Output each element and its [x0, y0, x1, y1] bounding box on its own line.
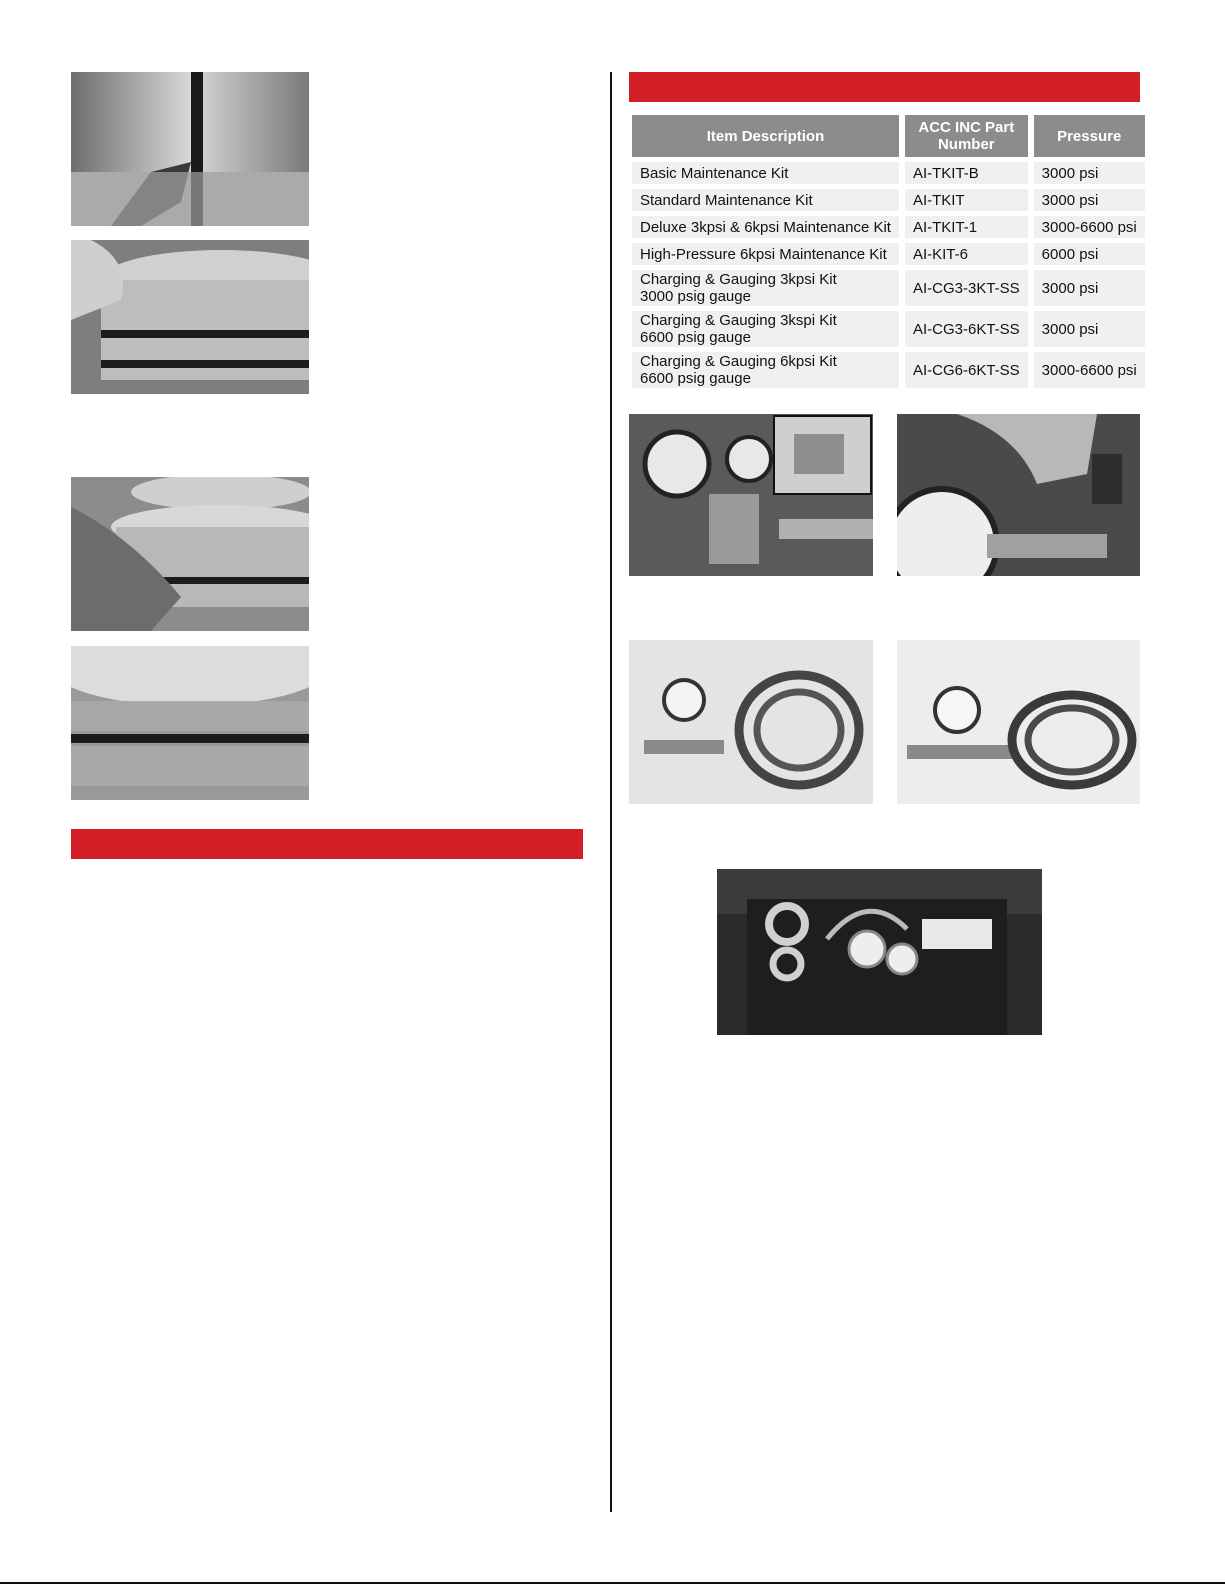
row-description-line1: Charging & Gauging 3kpsi Kit	[640, 271, 837, 288]
row-description	[632, 311, 899, 347]
gauging-valve-photo	[897, 414, 1140, 576]
row-part-number: AI-TKIT	[905, 189, 1028, 211]
header-pressure: Pressure	[1034, 115, 1145, 157]
row-description: Deluxe 3kpsi & 6kpsi Maintenance Kit	[632, 216, 899, 238]
table-row	[632, 243, 1145, 265]
right-section-header-bar	[629, 72, 1140, 102]
row-description-line2: 3000 psig gauge	[640, 288, 751, 305]
row-description-line1: Charging & Gauging 6kpsi Kit	[640, 353, 837, 370]
header-item-description: Item Description	[632, 115, 899, 157]
row-pressure: 3000 psi	[1034, 270, 1145, 306]
row-part-number: AI-KIT-6	[905, 243, 1028, 265]
row-pressure: 3000 psi	[1034, 162, 1145, 184]
header-part-number-line1: ACC INC Part	[918, 119, 1015, 136]
row-pressure: 3000-6600 psi	[1034, 216, 1145, 238]
piston-wear-band-photo	[71, 646, 309, 800]
header-part-number	[905, 115, 1028, 157]
table-header-row	[632, 115, 1145, 157]
row-part-number: AI-TKIT-1	[905, 216, 1028, 238]
row-part-number: AI-CG3-6KT-SS	[905, 311, 1028, 347]
gauging-assembly-hose-photo	[897, 640, 1140, 804]
row-pressure: 6000 psi	[1034, 243, 1145, 265]
row-part-number: AI-TKIT-B	[905, 162, 1028, 184]
row-description: Basic Maintenance Kit	[632, 162, 899, 184]
row-part-number: AI-CG3-3KT-SS	[905, 270, 1028, 306]
kits-table	[626, 110, 1151, 393]
row-description-line2: 6600 psig gauge	[640, 370, 751, 387]
page-bottom-rule	[0, 1582, 1225, 1584]
row-description	[632, 352, 899, 388]
row-description	[632, 270, 899, 306]
table-row	[632, 189, 1145, 211]
row-description-line2: 6600 psig gauge	[640, 329, 751, 346]
row-pressure: 3000 psi	[1034, 189, 1145, 211]
row-description: Standard Maintenance Kit	[632, 189, 899, 211]
table-row	[632, 311, 1145, 347]
row-description-line1: Charging & Gauging 3kspi Kit	[640, 312, 837, 329]
table-row	[632, 352, 1145, 388]
header-part-number-line2: Number	[937, 136, 995, 153]
row-pressure: 3000 psi	[1034, 311, 1145, 347]
table-row	[632, 270, 1145, 306]
row-part-number: AI-CG6-6KT-SS	[905, 352, 1028, 388]
piston-seal-install-photo	[71, 240, 309, 394]
table-row	[632, 162, 1145, 184]
row-description: High-Pressure 6kpsi Maintenance Kit	[632, 243, 899, 265]
charging-regulator-photo	[629, 414, 873, 576]
left-section-header-bar	[71, 829, 583, 859]
column-divider	[610, 72, 612, 1512]
piston-seal-strip-photo	[71, 72, 309, 226]
charging-gauge-hose-photo	[629, 640, 873, 804]
table-row	[632, 216, 1145, 238]
row-pressure: 3000-6600 psi	[1034, 352, 1145, 388]
maintenance-kit-case-photo	[717, 869, 1042, 1035]
piston-rings-handling-photo	[71, 477, 309, 631]
